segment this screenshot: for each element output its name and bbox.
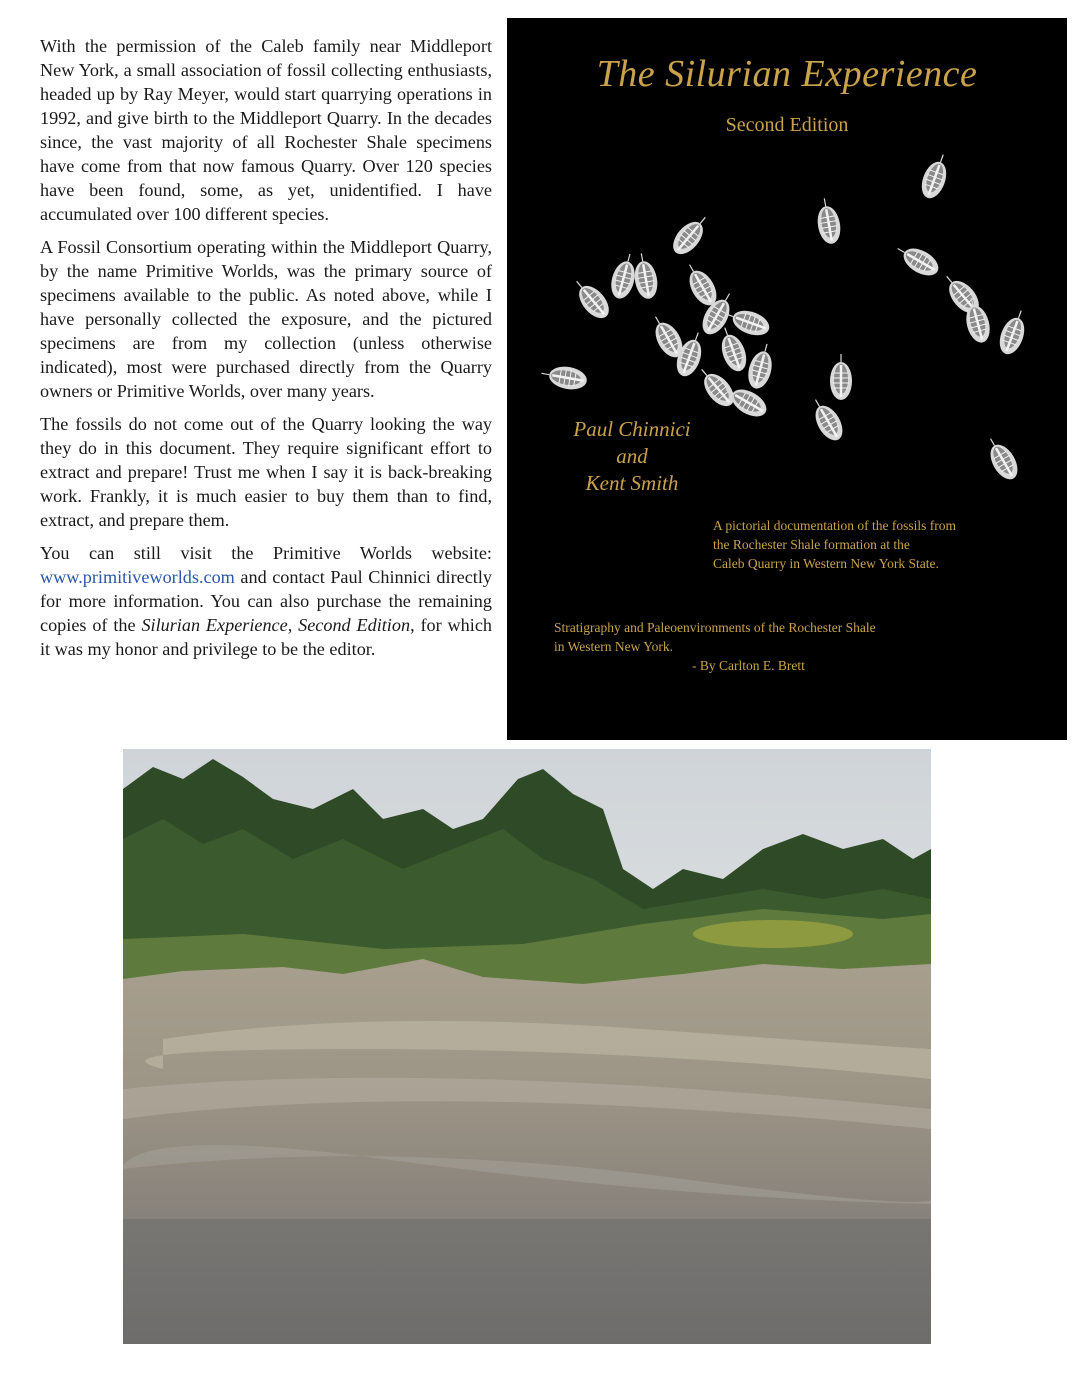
quarry-photo bbox=[123, 749, 931, 1344]
cover-description bbox=[713, 516, 1023, 573]
quarry-landscape-image bbox=[123, 749, 931, 1344]
paragraph-primitive-worlds: A Fossil Consortium operating within the Middleport Quarry, by the name Primitive Worlds, was the primary source of specimens available to the public. As noted above, while I have personally collected the exposure, and the pictured specimens are from my collection (unless otherwise indicated), most were purchased directly from the Quarry owners or Primitive Worlds, over many years. bbox=[40, 237, 492, 401]
author-name-1: Paul Chinnici bbox=[573, 417, 691, 441]
cover-title: The Silurian Experience bbox=[596, 53, 978, 95]
cover-edition: Second Edition bbox=[725, 114, 849, 136]
book-title-italic: Silurian Experience, Second Edition bbox=[141, 615, 411, 635]
cover-strat-line: in Western New York. bbox=[554, 639, 674, 654]
author-and: and bbox=[616, 444, 648, 468]
cover-strat-author: - By Carlton E. Brett bbox=[692, 658, 805, 673]
cover-description-line: Caleb Quarry in Western New York State. bbox=[713, 556, 939, 571]
cover-description-line: A pictorial documentation of the fossils from bbox=[713, 518, 956, 533]
cover-strat-line: Stratigraphy and Paleoenvironments of the Rochester Shale bbox=[554, 620, 876, 635]
paragraph-website-text-b: and contact Paul Chinnici directly for more information. You can also purchase the remaining copies of the bbox=[40, 567, 492, 635]
paragraph-extraction: The fossils do not come out of the Quarry looking the way they do in this document. They require significant effort to extract and prepare! Trust me when I say it is back-breaking work. Frankly, it is much easier to buy them than to find, extract, and prepare them. bbox=[40, 414, 492, 530]
cover-description-line: the Rochester Shale formation at the bbox=[713, 537, 910, 552]
paragraph-quarry-history: With the permission of the Caleb family near Middleport New York, a small association of fossil collecting enthusiasts, headed up by Ray Meyer, would start quarrying operations in 1992, and give birth to the Middleport Quarry. In the decades since, the vast majority of all Rochester Shale specimens have come from that now famous Quarry. Over 120 species have been found, some, as yet, unidentified. I have accumulated over 100 different species. bbox=[40, 36, 492, 224]
body-text-column bbox=[40, 34, 492, 670]
paragraph-website-text-a: You can still visit the Primitive Worlds website: bbox=[40, 543, 492, 563]
author-name-2: Kent Smith bbox=[585, 471, 679, 495]
paragraph-website bbox=[40, 541, 492, 661]
cover-stratigraphy-credit bbox=[554, 618, 974, 675]
book-cover bbox=[507, 18, 1067, 740]
paragraph-website-text-c: , for which it was my honor and privilege to be the editor. bbox=[40, 615, 492, 659]
cover-authors bbox=[547, 416, 717, 497]
primitive-worlds-link[interactable]: www.primitiveworlds.com bbox=[40, 567, 235, 587]
